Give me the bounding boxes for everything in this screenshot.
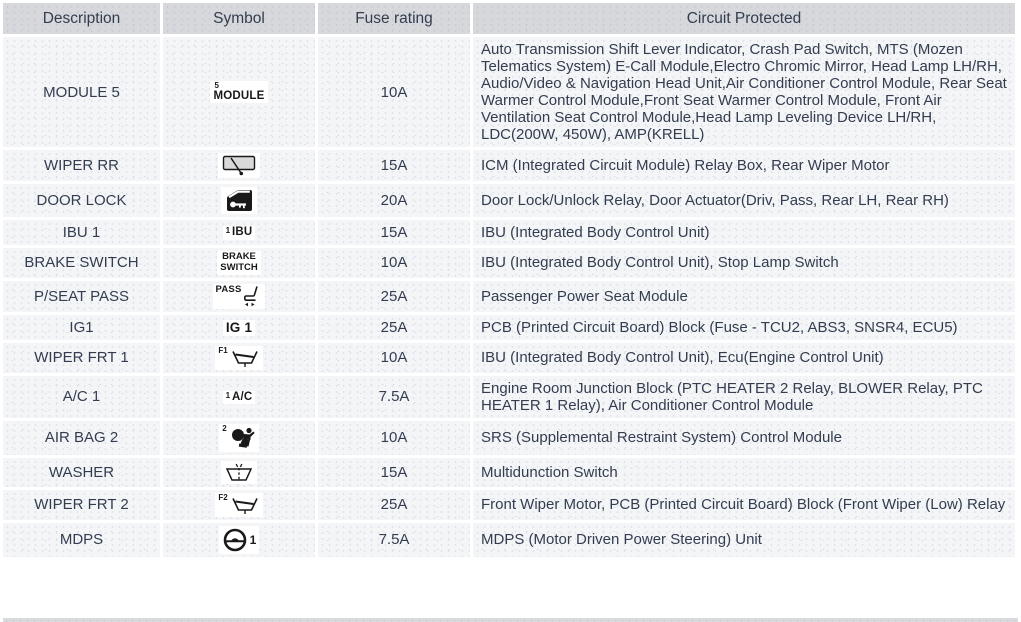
ac-1-symbol: 1 A/C (223, 391, 256, 405)
fuse-description: DOOR LOCK (3, 184, 160, 217)
table-row-air-bag-2 (3, 421, 1015, 455)
front-wiper-icon (230, 347, 260, 369)
air-bag-2-symbol: 2 (219, 424, 258, 452)
module-5-symbol: 5 MODULE (210, 81, 267, 104)
circuit-protected: Multidunction Switch (473, 458, 1015, 487)
fuse-rating: 10A (318, 421, 470, 455)
table-row-ig1 (3, 315, 1015, 340)
fuse-description: A/C 1 (3, 376, 160, 418)
next-row-edge (3, 618, 1018, 622)
fuse-description: WIPER RR (3, 150, 160, 181)
circuit-protected: ICM (Integrated Circuit Module) Relay Box, Rear Wiper Motor (473, 150, 1015, 181)
table-row-pseat-pass (3, 281, 1015, 312)
fuse-description: BRAKE SWITCH (3, 248, 160, 278)
fuse-description: MDPS (3, 523, 160, 557)
ibu-1-symbol: 1 IBU (223, 226, 256, 240)
table-row-ibu-1 (3, 220, 1015, 245)
fuse-rating: 25A (318, 281, 470, 312)
washer-symbol (221, 461, 257, 484)
circuit-protected: PCB (Printed Circuit Board) Block (Fuse - TCU2, ABS3, SNSR4, ECU5) (473, 315, 1015, 340)
fuse-rating: 10A (318, 343, 470, 373)
fuse-rating: 10A (318, 37, 470, 147)
column-header-fuse-rating: Fuse rating (318, 3, 470, 34)
circuit-protected: MDPS (Motor Driven Power Steering) Unit (473, 523, 1015, 557)
fuse-rating: 7.5A (318, 523, 470, 557)
ig1-symbol: IG 1 (223, 320, 255, 336)
fuse-description: P/SEAT PASS (3, 281, 160, 312)
circuit-protected: Auto Transmission Shift Lever Indicator, Crash Pad Switch, MTS (Mozen Telematics System) E-Call Module,Electro Chromic Mirror, Head Lamp LH/RH, Audio/Video & Navigation Head Unit,Air Conditioner Control Module, Rear Seat Warmer Control Module,Front Seat Warmer Control Module, Front Air Ventilation Seat Control Module,Head Lamp Leveling Device LH/RH, LDC(200W, 450W), AMP(KRELL) (473, 37, 1015, 147)
airbag-icon (229, 425, 256, 451)
circuit-protected: Passenger Power Seat Module (473, 281, 1015, 312)
fuse-rating: 10A (318, 248, 470, 278)
fuse-description: WIPER FRT 1 (3, 343, 160, 373)
table-row-wiper-frt-1 (3, 343, 1015, 373)
brake-switch-symbol: BRAKE SWITCH (217, 251, 260, 275)
wiper-frt-2-symbol: F2 (215, 493, 262, 517)
circuit-protected: IBU (Integrated Body Control Unit), Ecu(Engine Control Unit) (473, 343, 1015, 373)
circuit-protected: Front Wiper Motor, PCB (Printed Circuit Board) Block (Front Wiper (Low) Relay (473, 490, 1015, 520)
fuse-rating: 15A (318, 150, 470, 181)
wiper-rr-symbol (218, 153, 260, 178)
table-row-washer (3, 458, 1015, 487)
table-row-ac-1 (3, 376, 1015, 418)
fuse-rating: 25A (318, 315, 470, 340)
fuse-description: IBU 1 (3, 220, 160, 245)
wiper-frt-1-symbol: F1 (215, 346, 262, 370)
circuit-protected: IBU (Integrated Body Control Unit) (473, 220, 1015, 245)
circuit-protected: SRS (Supplemental Restraint System) Control Module (473, 421, 1015, 455)
fuse-description: IG1 (3, 315, 160, 340)
fuse-description: MODULE 5 (3, 37, 160, 147)
fuse-description: AIR BAG 2 (3, 421, 160, 455)
fuse-rating: 15A (318, 220, 470, 245)
steering-wheel-icon (222, 527, 248, 553)
table-row-module-5 (3, 37, 1015, 147)
header-row (3, 3, 1015, 34)
fuse-rating: 7.5A (318, 376, 470, 418)
door-lock-icon (224, 188, 254, 213)
table-row-mdps (3, 523, 1015, 557)
front-wiper-icon (230, 494, 260, 516)
column-header-symbol: Symbol (163, 3, 315, 34)
circuit-protected: Door Lock/Unlock Relay, Door Actuator(Driv, Pass, Rear LH, Rear RH) (473, 184, 1015, 217)
circuit-protected: IBU (Integrated Body Control Unit), Stop Lamp Switch (473, 248, 1015, 278)
column-header-description: Description (3, 3, 160, 34)
rear-wiper-icon (221, 154, 257, 177)
table-row-wiper-frt-2 (3, 490, 1015, 520)
pseat-pass-symbol: PASS (213, 284, 266, 309)
fuse-rating: 20A (318, 184, 470, 217)
table-row-door-lock (3, 184, 1015, 217)
fuse-rating: 25A (318, 490, 470, 520)
fuse-description: WASHER (3, 458, 160, 487)
fuse-description: WIPER FRT 2 (3, 490, 160, 520)
circuit-protected: Engine Room Junction Block (PTC HEATER 2 Relay, BLOWER Relay, PTC HEATER 1 Relay), Air Conditioner Control Module (473, 376, 1015, 418)
windshield-washer-icon (224, 462, 254, 483)
fuse-rating: 15A (318, 458, 470, 487)
table-row-brake-switch (3, 248, 1015, 278)
passenger-power-seat-icon (241, 285, 262, 308)
column-header-circuit-protected: Circuit Protected (473, 3, 1015, 34)
mdps-symbol: 1 (219, 526, 260, 554)
door-lock-symbol (221, 187, 257, 214)
table-row-wiper-rr (3, 150, 1015, 181)
